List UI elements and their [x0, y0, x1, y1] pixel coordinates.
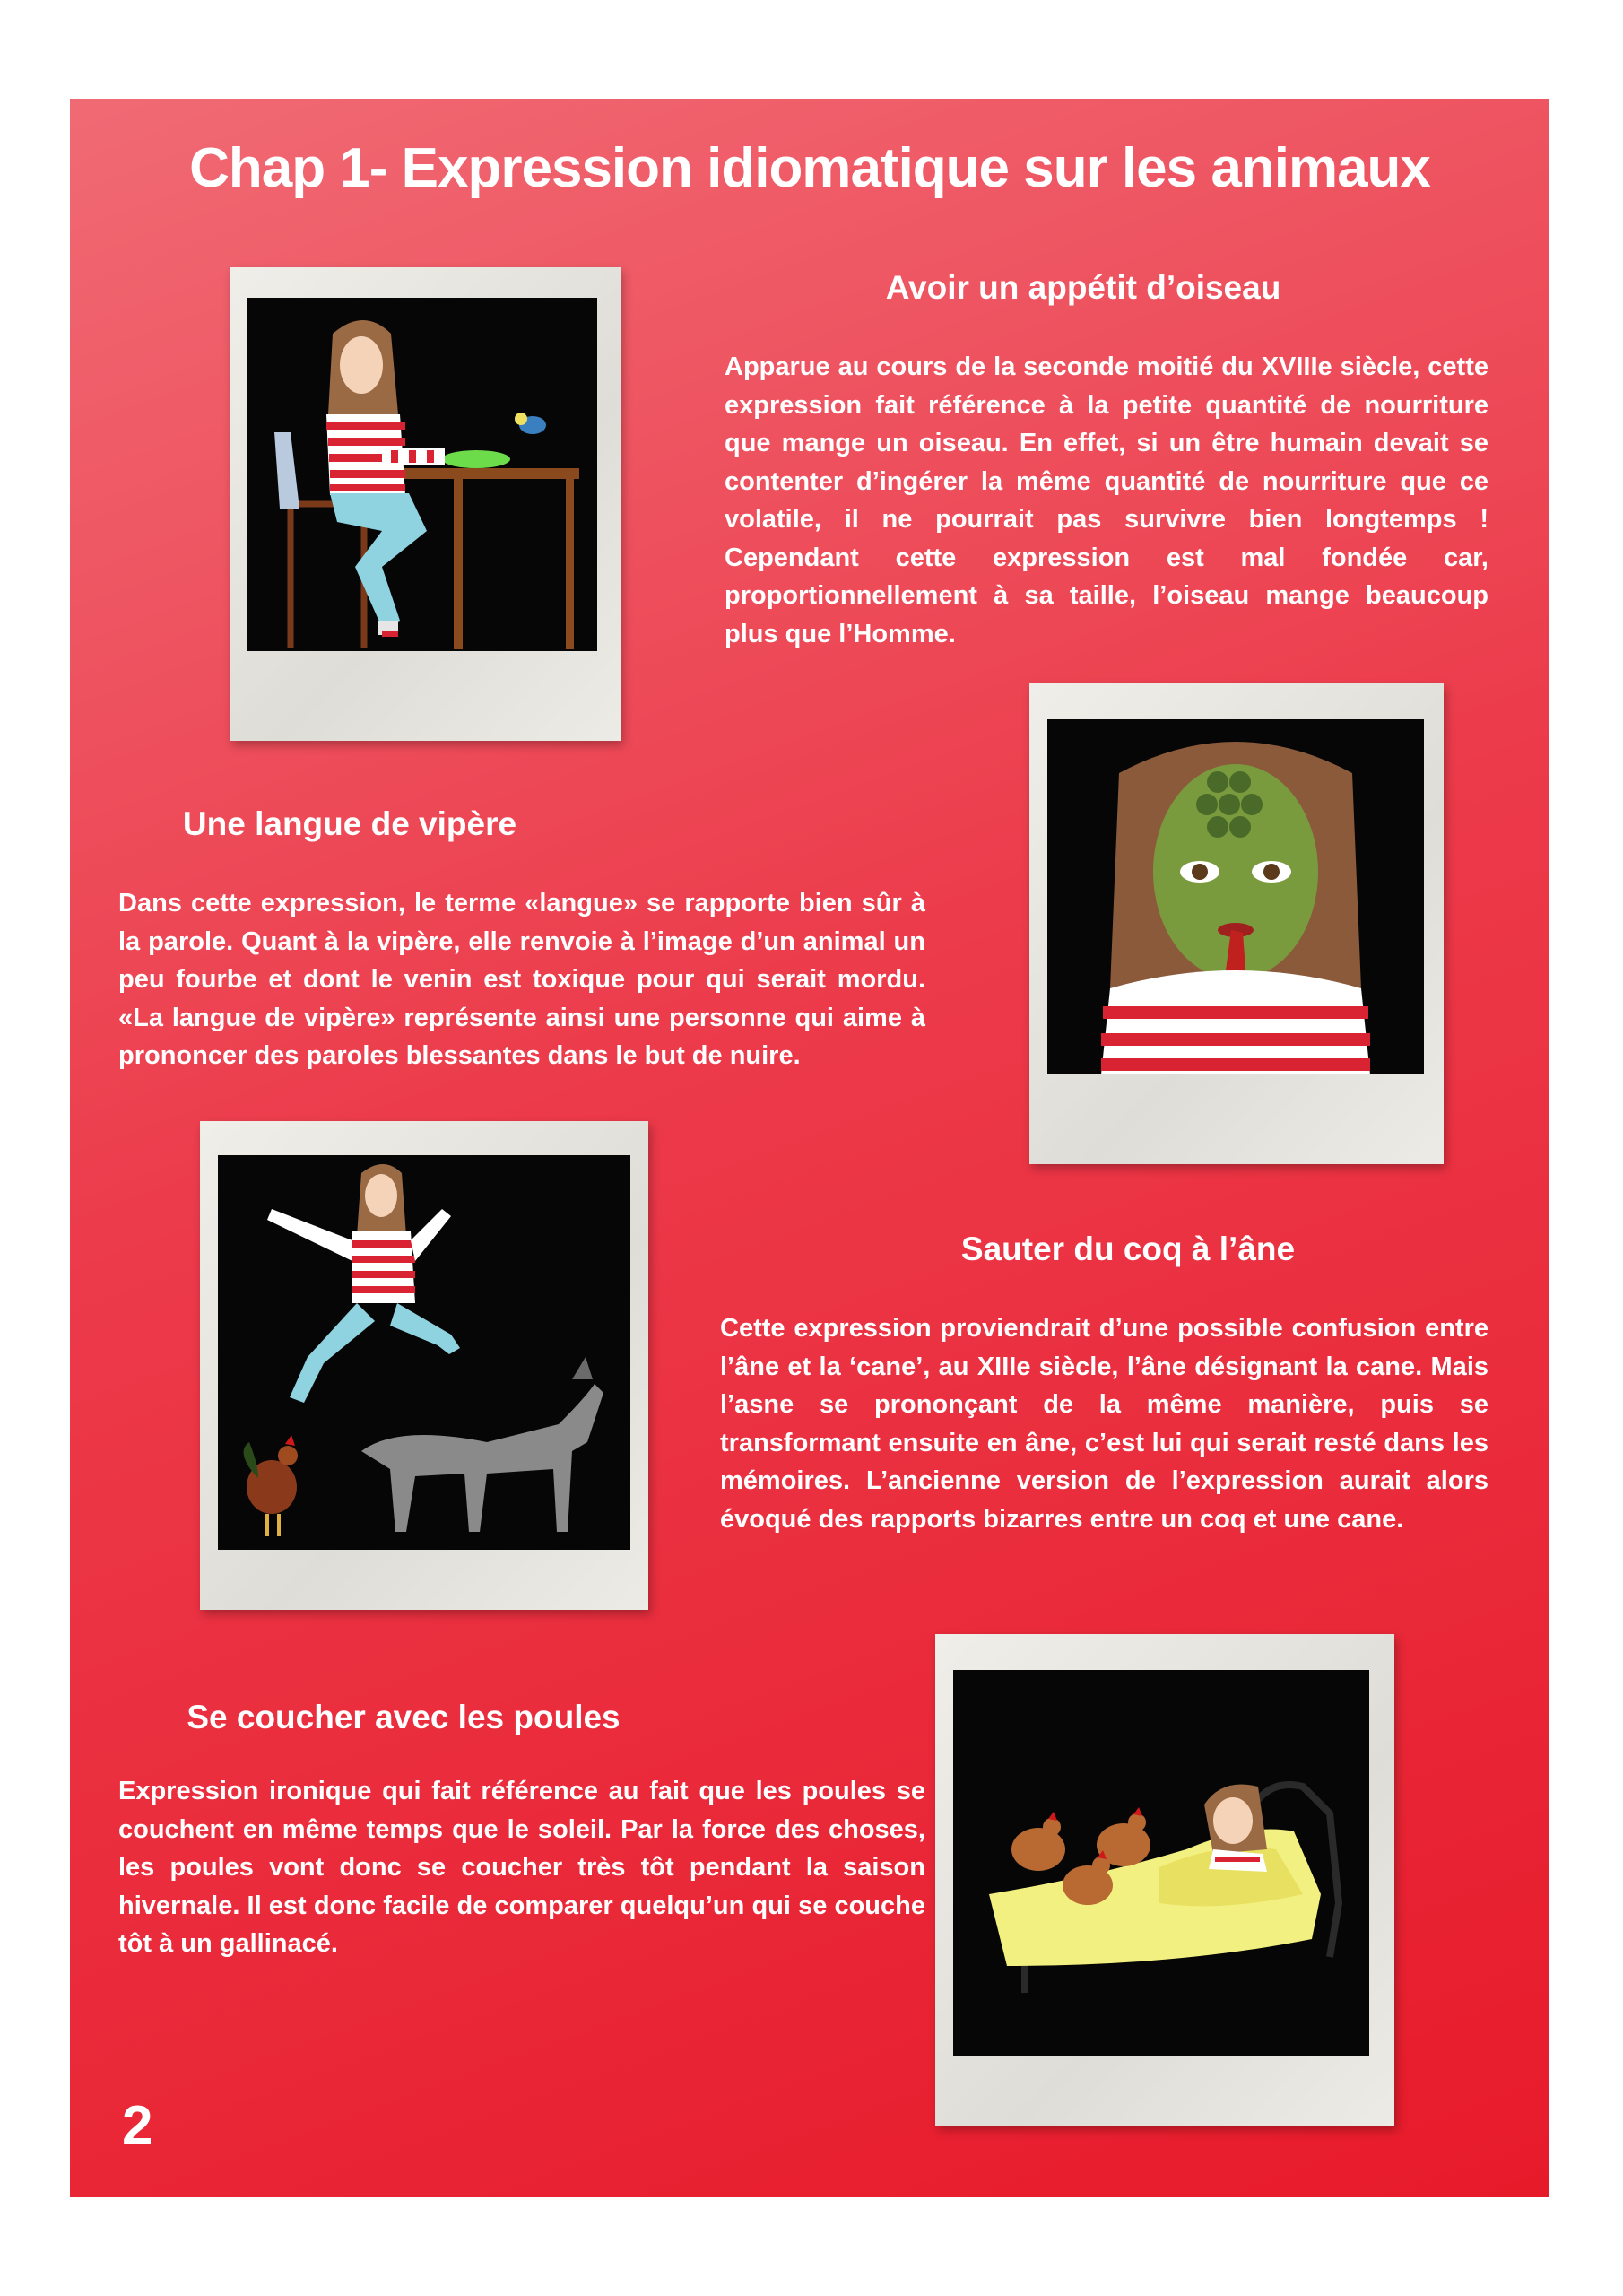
page: [70, 99, 1549, 2197]
page-title: Chap 1- Expression idiomatique sur les animaux: [189, 137, 1430, 199]
section-heading-bird: Avoir un appétit d’oiseau: [885, 269, 1281, 306]
section-heading-rooster: Sauter du coq à l’âne: [960, 1231, 1296, 1267]
polaroid-hens-bedtime: [935, 1634, 1394, 2126]
section-heading-viper: Une langue de vipère: [182, 805, 517, 842]
section-heading-hens: Se coucher avec les poules: [187, 1699, 621, 1735]
page-number: 2: [122, 2095, 153, 2157]
section-text-hens: Expression ironique qui fait référence au fait que les poules se couchent en même temps que le soleil. Par la force des choses, les poules vont donc se coucher très tôt pendant la saison hivernale. Il est donc facile de comparer quelqu’un qui se couche tôt à un gallinacé.: [118, 1777, 925, 1958]
illustration-girl-sleeping-with-hens: [953, 1670, 1369, 2056]
section-text-viper: Dans cette expression, le terme «langue» se rapporte bien sûr à la parole. Quant à la vipère, elle renvoie à l’image d’un animal un peu fourbe et dont le venin est toxique pour qui serait mordu. «La langue de vipère» représente ainsi une personne qui aime à prononcer des paroles blessantes dans le but de nuire.: [118, 889, 925, 1070]
illustration-girl-viper: [1047, 719, 1424, 1074]
polaroid-bird-appetite: [230, 267, 621, 741]
section-text-bird: Apparue au cours de la seconde moitié du XVIIIe siècle, cette expression fait référence à la petite quantité de nourriture que mange un oiseau. En effet, si un être humain devait se contenter d’ingérer la même quantité de nourriture que ce volatile, il ne pourrait pas survivre bien longtemps ! Cependant cette expression est mal fondée car, proportionnellement à sa taille, l’oiseau mange beaucoup plus que l’Homme.: [725, 352, 1488, 648]
illustration-girl-eating-with-bird: [247, 298, 597, 651]
polaroid-rooster-donkey: [200, 1121, 648, 1610]
section-text-rooster: Cette expression proviendrait d’une possible confusion entre l’âne et la ‘cane’, au XIIIe siècle, l’âne désignant la cane. Mais l’asne se prononçant de la même manière, puis se transformant ensuite en âne, c’est lui qui serait resté dans les mémoires. L’ancienne version de l’expression aurait alors évoqué des rapports bizarres entre un coq et une cane.: [720, 1314, 1488, 1534]
illustration-girl-jumping-rooster-donkey: [218, 1155, 630, 1550]
polaroid-viper-tongue: [1029, 683, 1444, 1164]
